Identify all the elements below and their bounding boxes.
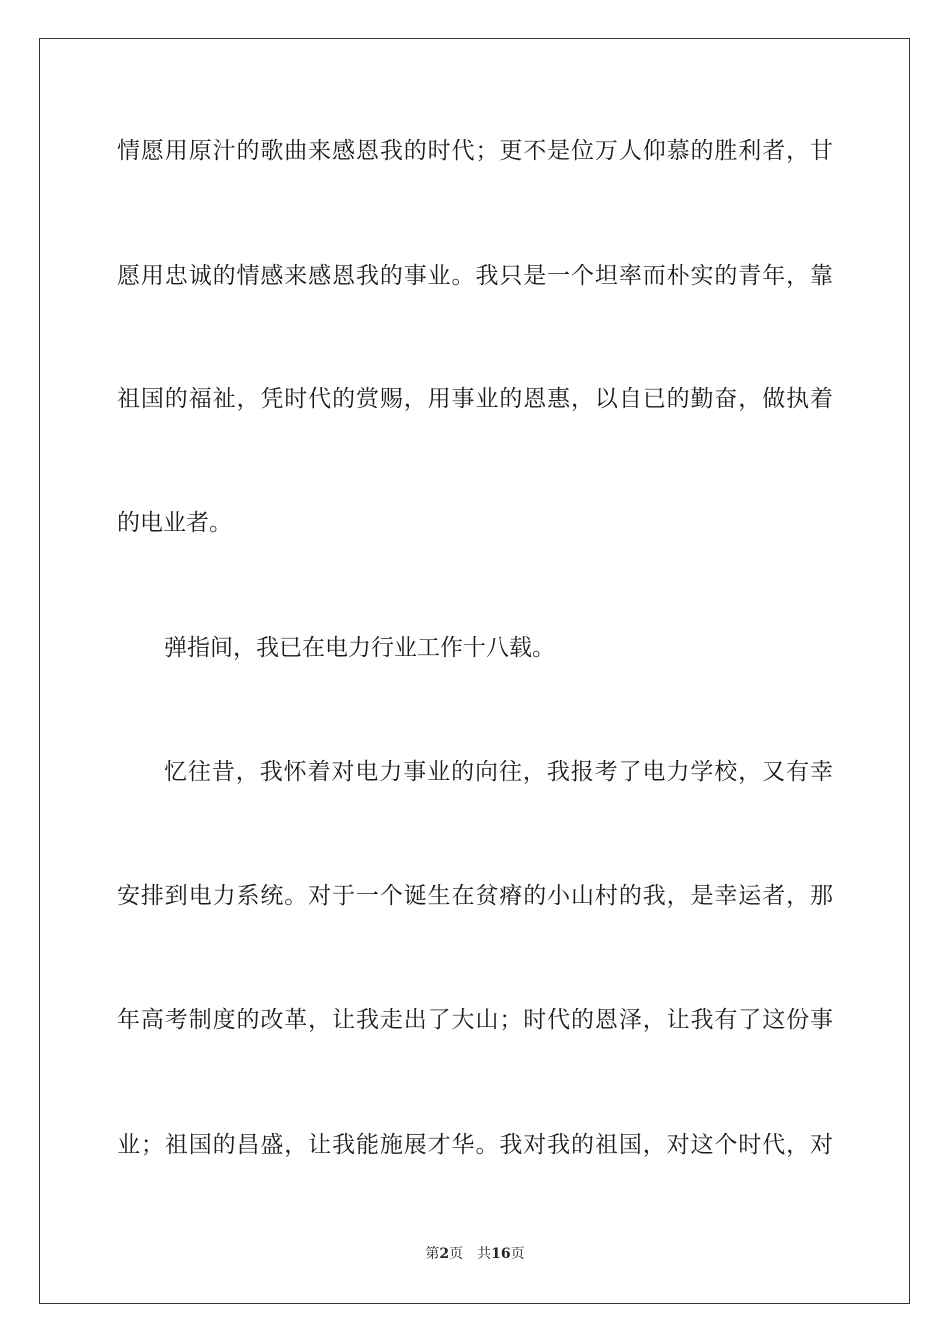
paragraph-start-line: 弹指间，我已在电力行业工作十八载。	[164, 635, 555, 661]
text-line: 安排到电力系统。对于一个诞生在贫瘠的小山村的我，是幸运者，那	[117, 883, 833, 909]
text-line: 祖国的福祉，凭时代的赏赐，用事业的恩惠，以自已的勤奋，做执着	[117, 386, 833, 412]
total-prefix: 共	[477, 1246, 492, 1262]
text-line: 情愿用原汁的歌曲来感恩我的时代；更不是位万人仰慕的胜利者，甘	[117, 138, 833, 164]
page-number: 2	[439, 1246, 450, 1262]
total-suffix: 页	[510, 1246, 525, 1262]
total-pages: 16	[491, 1246, 511, 1262]
paragraph-start-line: 忆往昔，我怀着对电力事业的向往，我报考了电力学校，又有幸	[164, 759, 833, 785]
text-line: 愿用忠诚的情感来感恩我的事业。我只是一个坦率而朴实的青年，靠	[117, 263, 833, 289]
text-line: 年高考制度的改革，让我走出了大山；时代的恩泽，让我有了这份事	[117, 1007, 833, 1033]
page-border	[39, 38, 910, 1304]
page-footer	[0, 1244, 950, 1264]
page-suffix: 页	[449, 1246, 464, 1262]
text-line: 业；祖国的昌盛，让我能施展才华。我对我的祖国，对这个时代，对	[117, 1132, 833, 1158]
text-line: 的电业者。	[117, 510, 232, 536]
page-prefix: 第	[425, 1246, 440, 1262]
